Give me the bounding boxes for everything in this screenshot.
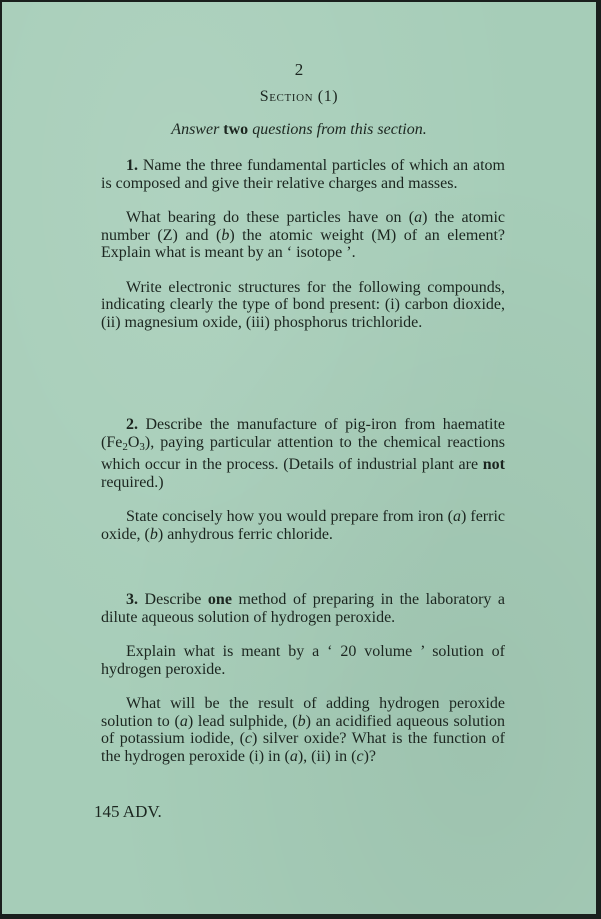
q3p3-d: ) silver oxide? What is the function of the hydrogen peroxide (i) in ( [101,730,505,765]
q2p1-bold: not [482,456,505,473]
q2p1-a: Describe the manufacture of pig-iron from haematite (Fe [101,416,505,451]
q3p3-a: What will be the result of adding hydrogen peroxide solution to ( [101,695,505,730]
section-number: (1) [317,88,339,105]
section-word: Section [259,88,314,105]
q1p2-c: ) the atomic weight (M) of an element? Explain what is meant by an ‘ isotope ’. [101,226,506,261]
question-3-number: 3. [126,591,138,608]
question-3-part-2: Explain what is meant by a ‘ 20 volume ’ solution of hydrogen peroxide. [101,643,505,678]
question-1-text: Name the three fundamental particles of which an atom is composed and give their relative charges and masses. [101,157,505,192]
question-2-part-2 [101,508,505,543]
question-3 [101,591,505,765]
q2p2-b-letter: b [149,525,158,543]
q3p3-b: ) lead sulphide, ( [187,712,298,730]
section-heading [2,88,596,106]
q2p2-a: State concisely how you would prepare from iron ( [126,508,453,525]
q3p3-f: )? [363,747,377,765]
q3p3-e-letter: c [356,747,364,765]
q2p1-b: O [127,433,140,451]
q1p2-a: What bearing do these particles have on ( [126,209,415,226]
q3p3-c: ) an acidified aqueous solution of potassium iodide, ( [101,712,506,747]
q1p2-a-letter: a [414,209,423,226]
question-2-number: 2. [126,416,138,433]
instruction-emphasis: two [223,121,249,138]
question-3-part-3 [101,695,505,765]
question-2 [101,416,505,543]
q2p1-d: required.) [101,473,164,491]
question-1 [101,157,505,331]
instruction-text: Answer [171,121,224,138]
q2p2-b: ) ferric oxide, ( [101,508,505,543]
q3p1-a: Describe [144,591,208,608]
q3p3-b-letter: b [297,712,306,730]
q3p1-bold: one [207,591,232,608]
q3p1-b: method of preparing in the laboratory a dilute aqueous solution of hydrogen peroxide. [101,591,506,626]
section-instruction [2,121,596,139]
q3p3-a-letter: a [179,712,188,730]
question-1-part-1 [101,157,505,192]
q3p3-d-letter: a [289,747,298,765]
q1p2-b-letter: b [221,226,230,244]
q1p2-b: ) the atomic number (Z) and ( [101,209,505,244]
page-number: 2 [294,60,304,79]
paper-code: 145 ADV. [94,802,162,821]
q2p1-sub2: 3 [139,440,145,453]
question-1-number: 1. [126,157,138,174]
q2p1-c: ), paying particular attention to the chemical reactions which occur in the process. (Details of industrial plant are [101,433,505,473]
q2p2-a-letter: a [452,508,461,525]
q2p2-c: ) anhydrous ferric chloride. [157,525,333,543]
question-1-part-3: Write electronic structures for the following compounds, indicating clearly the type of bond present: (i) carbon dioxide, (ii) magnesium oxide, (iii) phosphorus trichloride. [101,278,505,331]
q3p3-e: ), (ii) in ( [297,747,357,765]
question-2-part-1 [101,416,505,491]
question-3-part-1 [101,591,505,626]
q2p1-sub1: 2 [122,440,128,453]
exam-page [2,2,596,914]
question-1-part-2 [101,209,505,262]
q3p3-c-letter: c [244,730,253,747]
instruction-text-end: questions from this section. [248,121,427,138]
